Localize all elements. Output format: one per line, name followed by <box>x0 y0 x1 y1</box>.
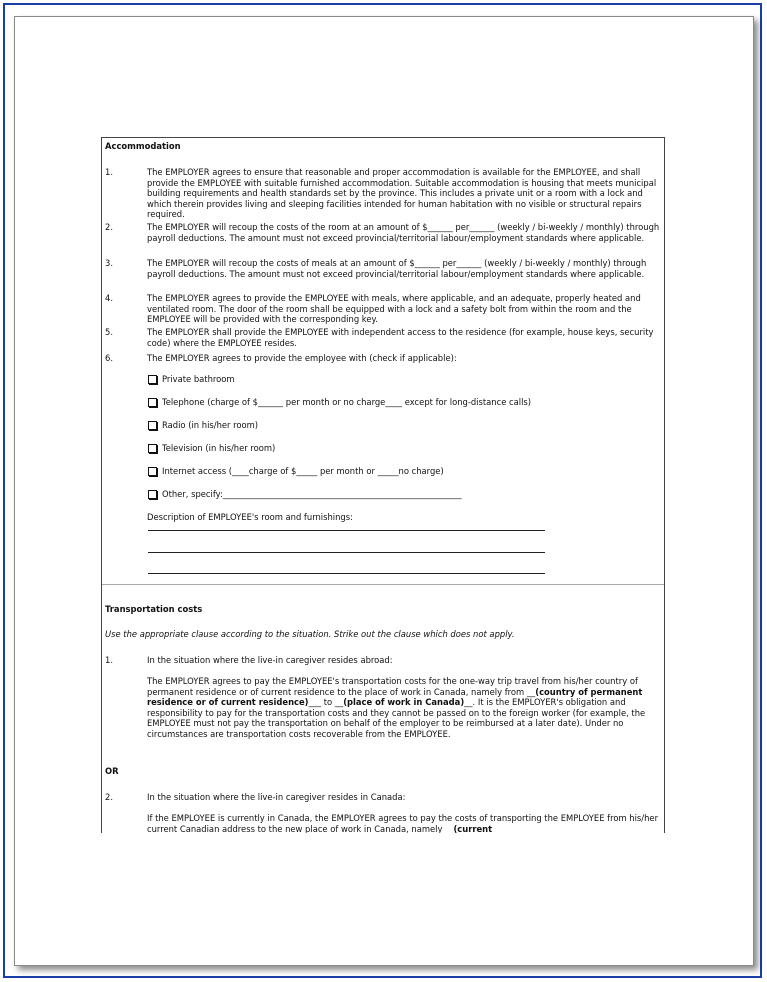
item-text: The EMPLOYER will recoup the costs of meals at an amount of $______ per______ (weekly / bi-weekly / monthly) through payroll deductions. The amount must not exceed provincial/territorial labour/employment standards where applicable. <box>147 258 647 279</box>
accommodation-heading: Accommodation <box>105 141 181 151</box>
description-line-1[interactable] <box>148 530 545 531</box>
item-number: 5. <box>105 327 113 337</box>
option-label: Internet access (____charge of $_____ per month or _____no charge) <box>162 466 444 476</box>
clause-field-country: (country of permanent residence or of current residence) <box>147 686 643 708</box>
item-text: The EMPLOYER agrees to provide the employee with (check if applicable): <box>147 353 457 363</box>
description-line-3[interactable] <box>148 573 545 574</box>
clause-number: 2. <box>105 792 113 802</box>
clause-title: In the situation where the live-in caregiver resides in Canada: <box>147 792 406 802</box>
item-number: 3. <box>105 258 113 268</box>
checkbox-icon[interactable] <box>148 421 157 430</box>
transportation-heading: Transportation costs <box>105 604 203 614</box>
option-television[interactable] <box>148 443 275 454</box>
option-label: Private bathroom <box>162 374 235 384</box>
item-number: 1. <box>105 167 113 177</box>
or-label: OR <box>105 766 119 776</box>
checkbox-icon[interactable] <box>148 398 157 407</box>
description-label: Description of EMPLOYEE's room and furnishings: <box>147 512 353 522</box>
checkbox-icon[interactable] <box>148 490 157 499</box>
item-text: The EMPLOYER shall provide the EMPLOYEE with independent access to the residence (for example, house keys, security code) where the EMPLOYEE resides. <box>147 327 654 348</box>
option-label: Television (in his/her room) <box>162 443 276 453</box>
transport-clause-1-body <box>147 676 662 740</box>
clause-field-current: (current <box>453 823 493 833</box>
clause-number: 1. <box>105 655 113 665</box>
clause-title: In the situation where the live-in caregiver resides abroad: <box>147 655 393 665</box>
section-divider <box>102 584 664 585</box>
description-line-2[interactable] <box>148 552 545 553</box>
transport-clause-2-body <box>147 813 662 833</box>
option-private-bathroom[interactable] <box>148 374 235 385</box>
item-text: The EMPLOYER will recoup the costs of the room at an amount of $______ per______ (weekly / bi-weekly / monthly) through payroll deductions. The amount must not exceed provincial/territorial labour/employment standards where applicable. <box>147 222 660 243</box>
item-number: 6. <box>105 353 113 363</box>
option-radio[interactable] <box>148 420 258 431</box>
item-number: 2. <box>105 222 113 232</box>
option-label: Telephone (charge of $______ per month or no charge____ except for long-distance calls) <box>162 397 532 407</box>
checkbox-icon[interactable] <box>148 467 157 476</box>
item-text: The EMPLOYER agrees to ensure that reasonable and proper accommodation is available for the EMPLOYEE, and shall provide the EMPLOYEE with suitable furnished accommodation. Suitable accommodation is housing that meets municipal building requirements and health standards set by the province. This includes a private unit or a room with a lock and which therein provides living and sleeping facilities intended for human habitation with no visible or structural repairs required. <box>147 167 657 220</box>
clause-text: If the EMPLOYEE is currently in Canada, the EMPLOYER agrees to pay the costs of transporting the EMPLOYEE from his/her current Canadian address to the new place of work in Canada, namely __ <box>147 813 659 833</box>
transportation-instruction: Use the appropriate clause according to the situation. Strike out the clause which does not apply. <box>105 629 515 639</box>
option-other[interactable] <box>148 489 462 500</box>
option-label: Other, specify:_________________________________________________________ <box>162 489 462 499</box>
clause-text: ___ to __ <box>308 697 344 708</box>
item-text: The EMPLOYER agrees to provide the EMPLOYEE with meals, where applicable, and an adequate, properly heated and ventilated room. The door of the room shall be equipped with a lock and a safety bolt from within the room and the EMPLOYEE will be provided with the corresponding key. <box>147 293 641 325</box>
item-number: 4. <box>105 293 113 303</box>
clause-text: The EMPLOYER agrees to pay the EMPLOYEE's transportation costs for the one-way trip travel from his/her country of permanent residence or of current residence to the place of work in Canada, namely from __ <box>147 676 638 697</box>
clause-text: __. It is the EMPLOYER's obligation and responsibility to pay for the transportation costs and they cannot be passed on to the foreign worker (for example, the EMPLOYEE must not pay the transportation on behalf of the employer to be reimbursed at a later date). Under no circumstances are transportation costs recoverable from the EMPLOYEE. <box>147 697 646 739</box>
option-telephone[interactable] <box>148 397 531 408</box>
document-page <box>101 137 665 833</box>
checkbox-icon[interactable] <box>148 444 157 453</box>
option-label: Radio (in his/her room) <box>162 420 259 430</box>
clause-field-workplace: (place of work in Canada) <box>343 697 465 708</box>
option-internet[interactable] <box>148 466 444 477</box>
checkbox-icon[interactable] <box>148 375 157 384</box>
